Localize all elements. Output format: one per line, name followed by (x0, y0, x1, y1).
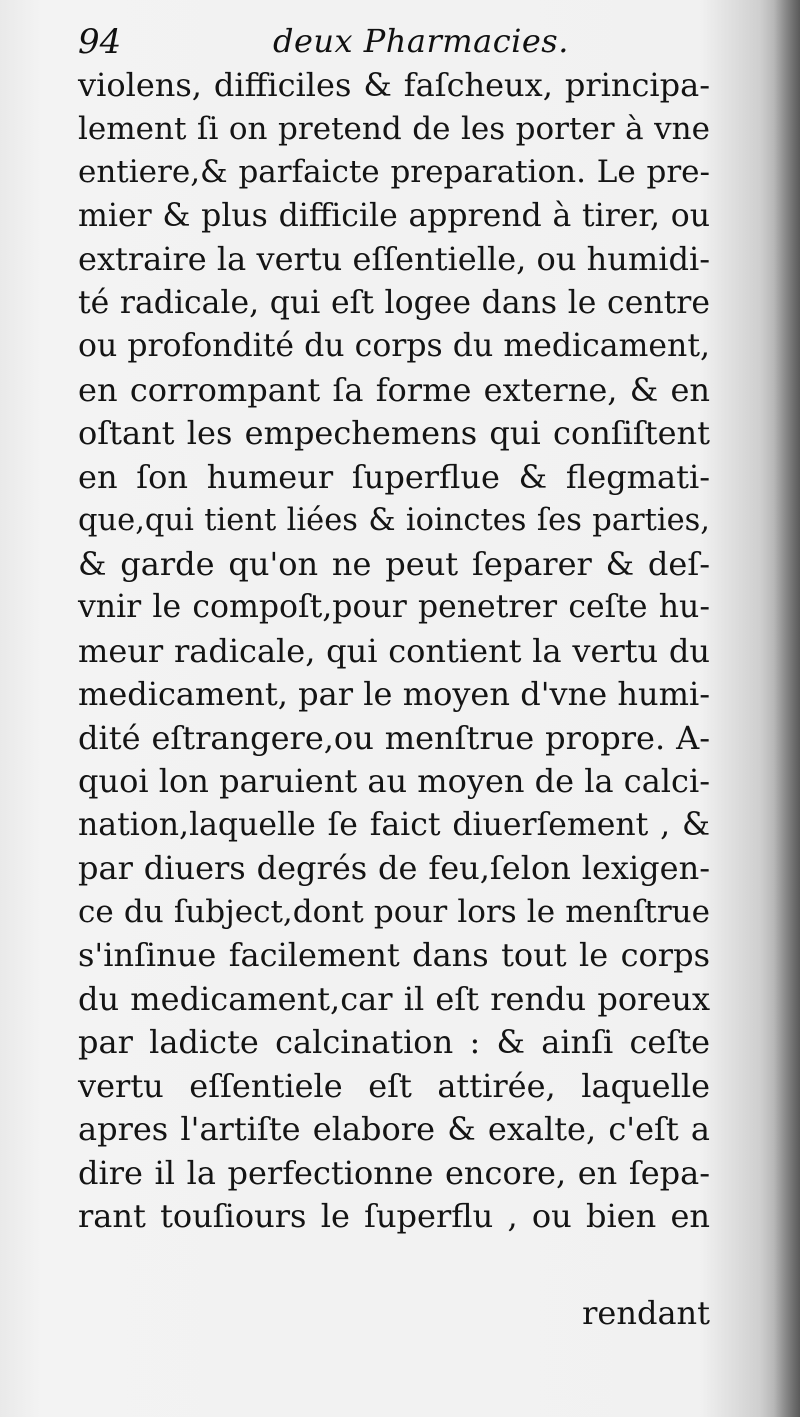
text-line: s'inſinue facilement dans tout le corps (78, 936, 710, 974)
text-line: par ladicte calcination : & ainſi ceſte (78, 1023, 710, 1061)
text-line: entiere,& parfaicte preparation. Le pre- (78, 154, 710, 190)
text-line: vnir le compoſt,pour penetrer ceſte hu- (78, 589, 710, 625)
text-line: medicament, par le moyen d'vne humi- (78, 675, 710, 713)
text-line: vertu eſſentiele eſt attirée, laquelle (78, 1066, 710, 1105)
text-line: du medicament,car il eſt rendu poreux (78, 979, 710, 1018)
text-line: ou profondité du corps du medicament, (78, 328, 710, 364)
body-text (78, 64, 710, 1239)
text-line: nation,laquelle ſe faict diuerſement , & (78, 806, 710, 843)
text-line: que,qui tient liées & ioinctes ſes parties, (78, 503, 710, 538)
page-edge-shadow (774, 0, 800, 1417)
text-line: mier & plus difficile apprend à tirer, ou (78, 197, 710, 234)
page-number: 94 (78, 22, 122, 62)
text-line: quoi lon paruient au moyen de la calci- (78, 762, 710, 800)
running-head: deux Pharmacies. (273, 22, 569, 60)
text-line: té radicale, qui eſt logee dans le centre (78, 284, 710, 321)
catchword: rendant (582, 1294, 710, 1332)
text-line: en corrompant ſa forme externe, & en (78, 370, 710, 409)
text-line: violens, difficiles & faſcheux, principa- (78, 66, 710, 104)
text-line: extraire la vertu eſſentielle, ou humidi- (78, 240, 710, 278)
text-line: lement ſi on pretend de les porter à vne (78, 110, 710, 147)
text-line: meur radicale, qui contient la vertu du (78, 631, 710, 670)
text-line: ce du ſubject,dont pour lors le menſtrue (78, 893, 710, 930)
text-line: oſtant les empechemens qui conſiſtent (78, 414, 710, 452)
text-line: apres l'artiſte elabore & exalte, c'eſt a (78, 1110, 710, 1148)
text-line: par diuers degrés de feu,ſelon lexigen- (78, 849, 710, 887)
text-line: rant touſiours le ſuperflu , ou bien en (78, 1197, 710, 1235)
page-header (78, 18, 718, 70)
text-line: en ſon humeur ſuperflue & flegmati- (78, 457, 710, 496)
text-line: dité eſtrangere,ou menſtrue propre. A- (78, 718, 710, 757)
text-line: & garde qu'on ne peut ſeparer & deſ- (78, 544, 710, 583)
text-line: dire il la perfectionne encore, en ſepa- (78, 1153, 710, 1192)
